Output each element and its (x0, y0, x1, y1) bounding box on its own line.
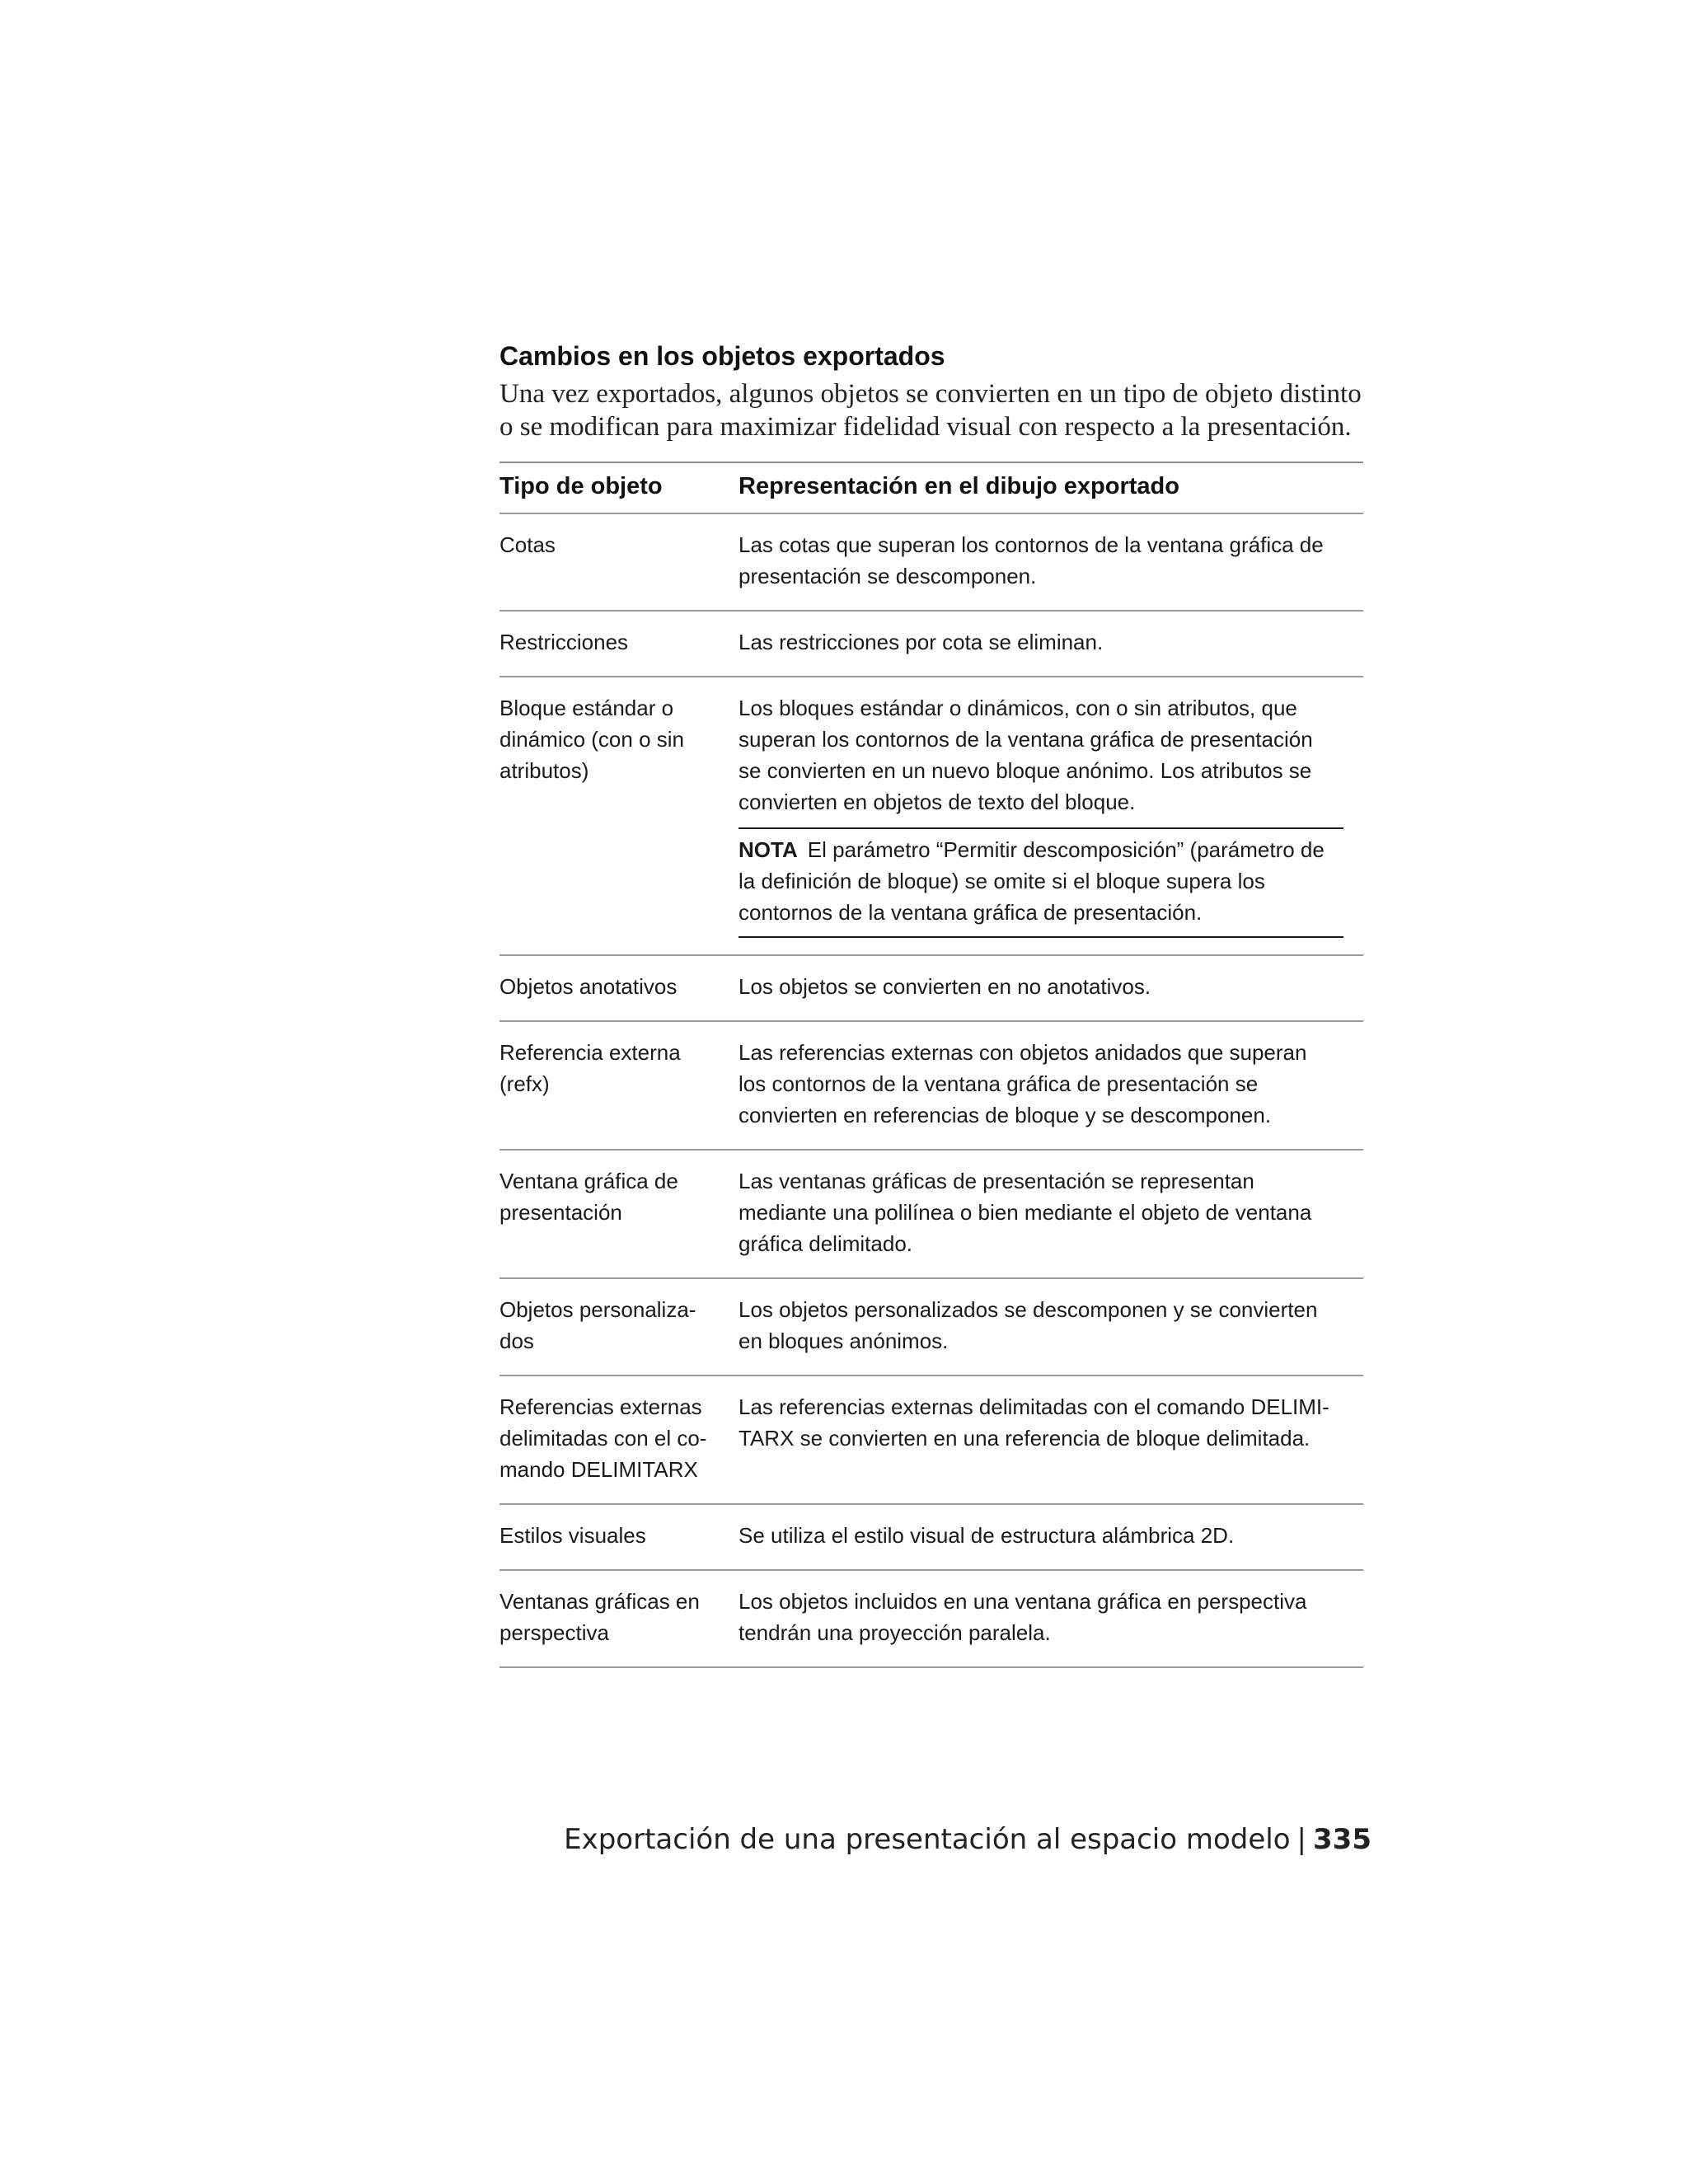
header-object-type: Tipo de objeto (499, 473, 663, 499)
intro-paragraph: Una vez exportados, algunos objetos se convierten en un tipo de objeto distinto o se modifican para maximizar fidelidad visual con respecto a la presentación. (499, 379, 1362, 442)
object-type-cell: Ventana gráfica de presentación (499, 1169, 678, 1225)
representation-cell: Las cotas que superan los contornos de la ventana gráfica de presentación se descomponen. (738, 532, 1324, 588)
table-row (499, 1151, 1363, 1279)
object-type-cell: Objetos anotativos (499, 974, 678, 999)
note-text: El parámetro “Permitir descomposición” (parámetro de la definición de bloque) se omite si el bloque supera los contornos de la ventana gráfica de presentación. (738, 837, 1325, 925)
representation-cell (738, 692, 1363, 936)
table-row (499, 956, 1363, 1022)
representation-cell: Los objetos incluidos en una ventana gráfica en perspectiva tendrán una proyección paralela. (738, 1589, 1307, 1645)
representation-cell: Los objetos se convierten en no anotativos. (738, 974, 1151, 999)
table-row (499, 677, 1363, 956)
object-type-cell: Bloque estándar o dinámico (con o sin atributos) (499, 696, 684, 783)
object-type-cell: Cotas (499, 532, 556, 557)
representation-cell: Las referencias externas con objetos anidados que superan los contornos de la ventana gráfica de presentación se convierten en referencias de bloque y se descomponen. (738, 1040, 1307, 1127)
object-type-cell: Ventanas gráficas en perspectiva (499, 1589, 700, 1645)
object-changes-table (499, 462, 1363, 1668)
representation-cell: Los objetos personalizados se descomponen y se convierten en bloques anónimos. (738, 1297, 1318, 1353)
representation-cell: Las referencias externas delimitadas con el comando DELIMI-TARX se convierten en una referencia de bloque delimitada. (738, 1394, 1329, 1451)
note-label: NOTA (738, 837, 798, 862)
table-row (499, 1571, 1363, 1668)
representation-cell: Las ventanas gráficas de presentación se representan mediante una polilínea o bien mediante el objeto de ventana gráfica delimitado. (738, 1169, 1312, 1256)
table-row (499, 1022, 1363, 1151)
table-header-row (499, 463, 1363, 514)
page-content (499, 338, 1365, 1668)
object-type-cell: Restricciones (499, 630, 629, 654)
page-number: 335 (1313, 1823, 1372, 1856)
note-box (738, 827, 1343, 938)
representation-cell: Las restricciones por cota se eliminan. (738, 630, 1104, 654)
footer-separator: | (1296, 1823, 1307, 1856)
representation-cell: Se utiliza el estilo visual de estructura alámbrica 2D. (738, 1523, 1235, 1548)
page-footer (564, 1821, 1372, 1858)
object-type-cell: Referencia externa (refx) (499, 1040, 681, 1096)
section-heading: Cambios en los objetos exportados (499, 341, 945, 371)
object-type-cell: Estilos visuales (499, 1523, 646, 1548)
table-row (499, 514, 1363, 612)
footer-chapter-title: Exportación de una presentación al espacio modelo (564, 1823, 1291, 1856)
object-type-cell: Referencias externas delimitadas con el co-mando DELIMITARX (499, 1394, 707, 1482)
table-row (499, 1505, 1363, 1571)
header-representation: Representación en el dibujo exportado (738, 473, 1179, 499)
table-row (499, 1279, 1363, 1376)
object-type-cell: Objetos personaliza-dos (499, 1297, 696, 1353)
table-row (499, 1376, 1363, 1505)
table-row (499, 612, 1363, 677)
representation-text: Los bloques estándar o dinámicos, con o sin atributos, que superan los contornos de la ventana gráfica de presentación se convierten en un nuevo bloque anónimo. Los atributos se convierten en objetos de texto del bloque. (738, 696, 1313, 814)
